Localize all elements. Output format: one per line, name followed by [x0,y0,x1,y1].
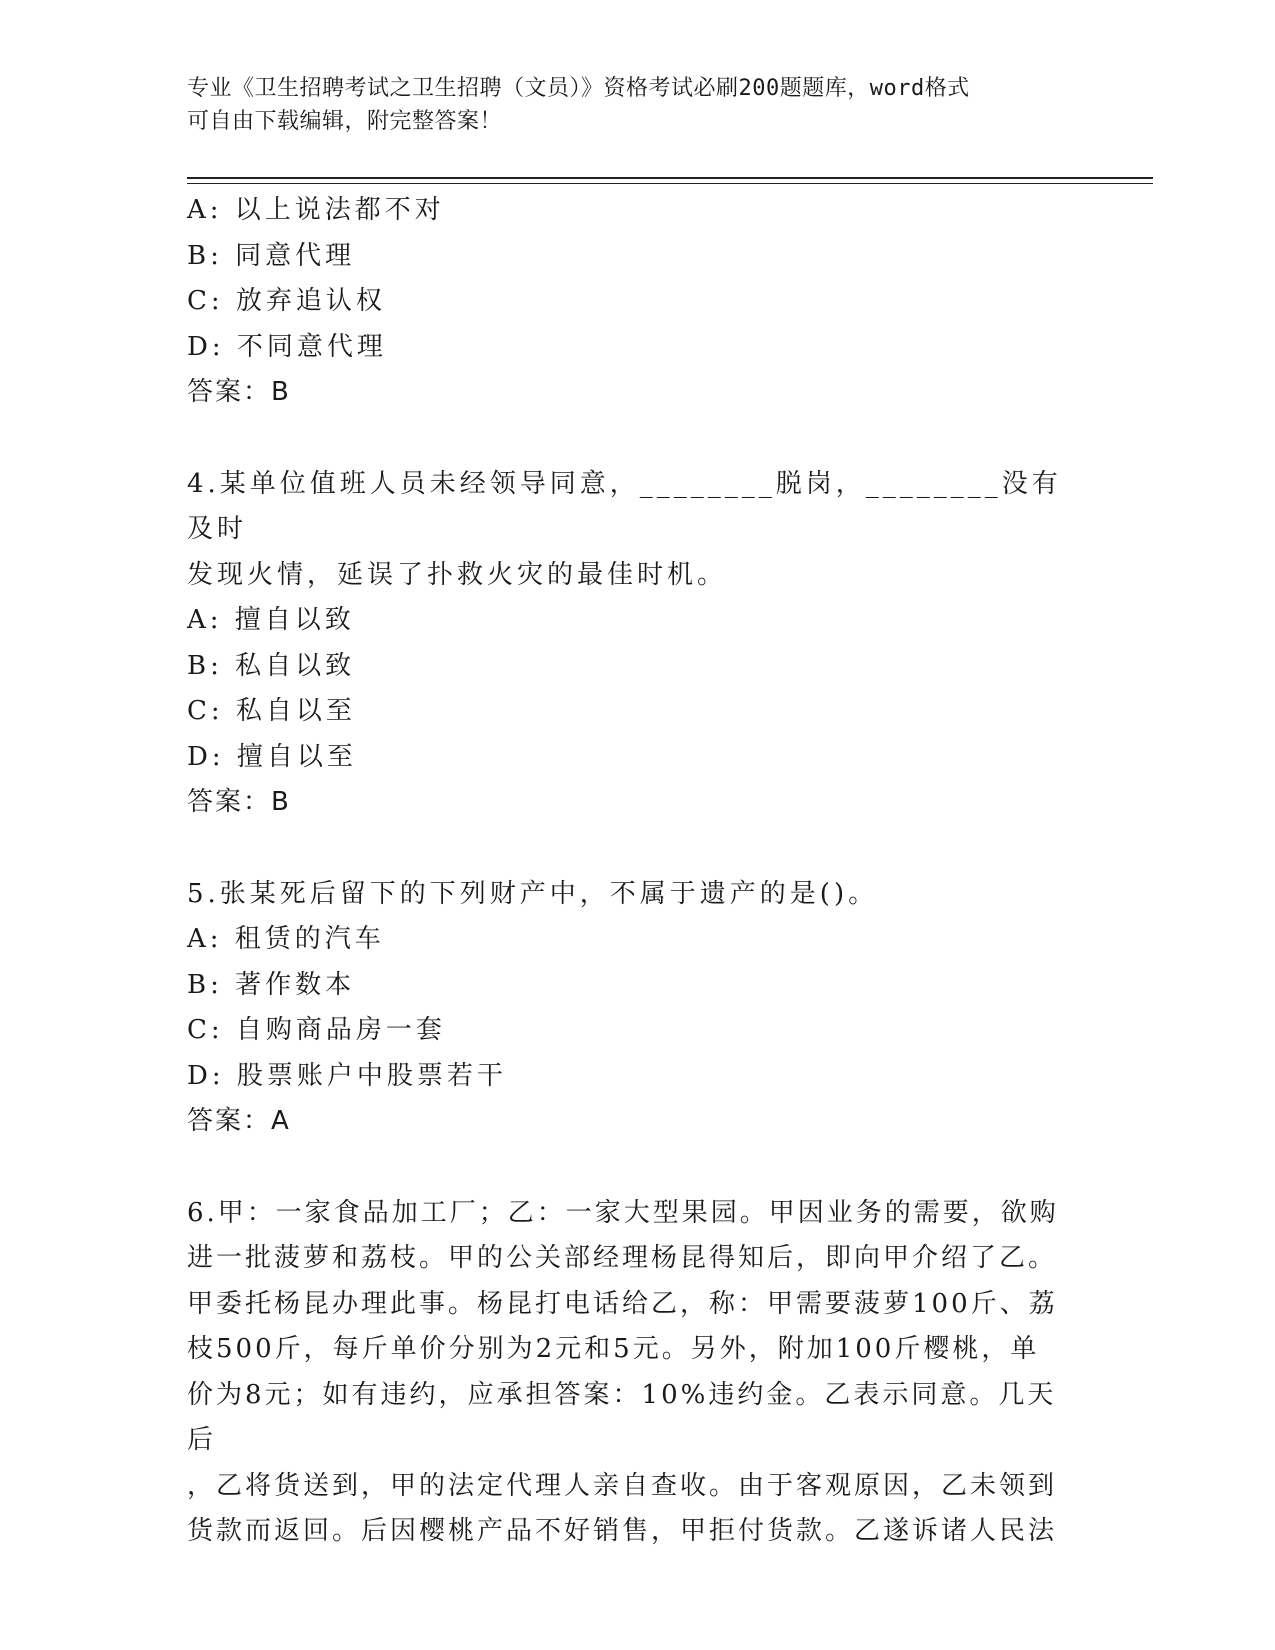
answer-line: 答案：A [187,1106,291,1136]
option-c: C: 自购商品房一套 [187,1015,446,1045]
header-divider-thin [187,183,1153,184]
question-6-block [187,1191,1077,1555]
option-b: B: 著作数本 [187,969,356,1000]
option-b: B: 同意代理 [187,240,356,271]
answer-line: 答案：B [187,787,291,817]
option-d: D: 不同意代理 [187,331,387,362]
option-a: A: 租赁的汽车 [187,924,385,954]
question-stem-line: 货款而返回。后因樱桃产品不好销售，甲拒付货款。乙遂诉诸人民法 [187,1516,1058,1546]
spacer [187,826,1077,872]
question-stem-line: ，乙将货送到，甲的法定代理人亲自查收。由于客观原因，乙未领到 [187,1470,1058,1501]
option-b: B: 私自以致 [187,650,356,681]
question-stem-line: 6.甲：一家食品加工厂；乙：一家大型果园。甲因业务的需要，欲购 [187,1197,1059,1228]
question-stem-line: 枝500斤，每斤单价分别为2元和5元。另外，附加100斤樱桃，单 [187,1334,1040,1364]
question-stem-line: 4.某单位值班人员未经领导同意，________脱岗，________没有及时 [187,468,1062,544]
option-d: D: 擅自以至 [187,741,357,772]
document-header [187,72,1067,138]
option-a: A: 擅自以致 [187,605,355,635]
question-3-block [187,188,1077,416]
option-a: A: 以上说法都不对 [187,195,445,225]
spacer [187,1145,1077,1191]
header-line-2: 可自由下载编辑，附完整答案！ [187,109,503,134]
header-line-1: 专业《卫生招聘考试之卫生招聘（文员）》资格考试必刷200题题库，word格式 [187,76,970,101]
question-4-block [187,462,1077,826]
option-c: C: 放弃追认权 [187,286,386,316]
question-5-block [187,872,1077,1145]
answer-line: 答案：B [187,377,291,407]
question-stem-line: 价为8元；如有违约，应承担答案：10%违约金。乙表示同意。几天后 [187,1379,1057,1455]
option-c: C: 私自以至 [187,696,356,726]
question-stem-line: 发现火情，延误了扑救火灾的最佳时机。 [187,559,728,590]
option-d: D: 股票账户中股票若干 [187,1060,507,1091]
question-stem-line: 5.张某死后留下的下列财产中，不属于遗产的是()。 [187,878,879,909]
header-divider-thick [187,177,1153,179]
document-body [187,188,1077,1555]
spacer [187,416,1077,462]
question-stem-line: 进一批菠萝和荔枝。甲的公关部经理杨昆得知后，即向甲介绍了乙。 [187,1243,1058,1273]
question-stem-line: 甲委托杨昆办理此事。杨昆打电话给乙，称：甲需要菠萝100斤、荔 [187,1288,1058,1319]
